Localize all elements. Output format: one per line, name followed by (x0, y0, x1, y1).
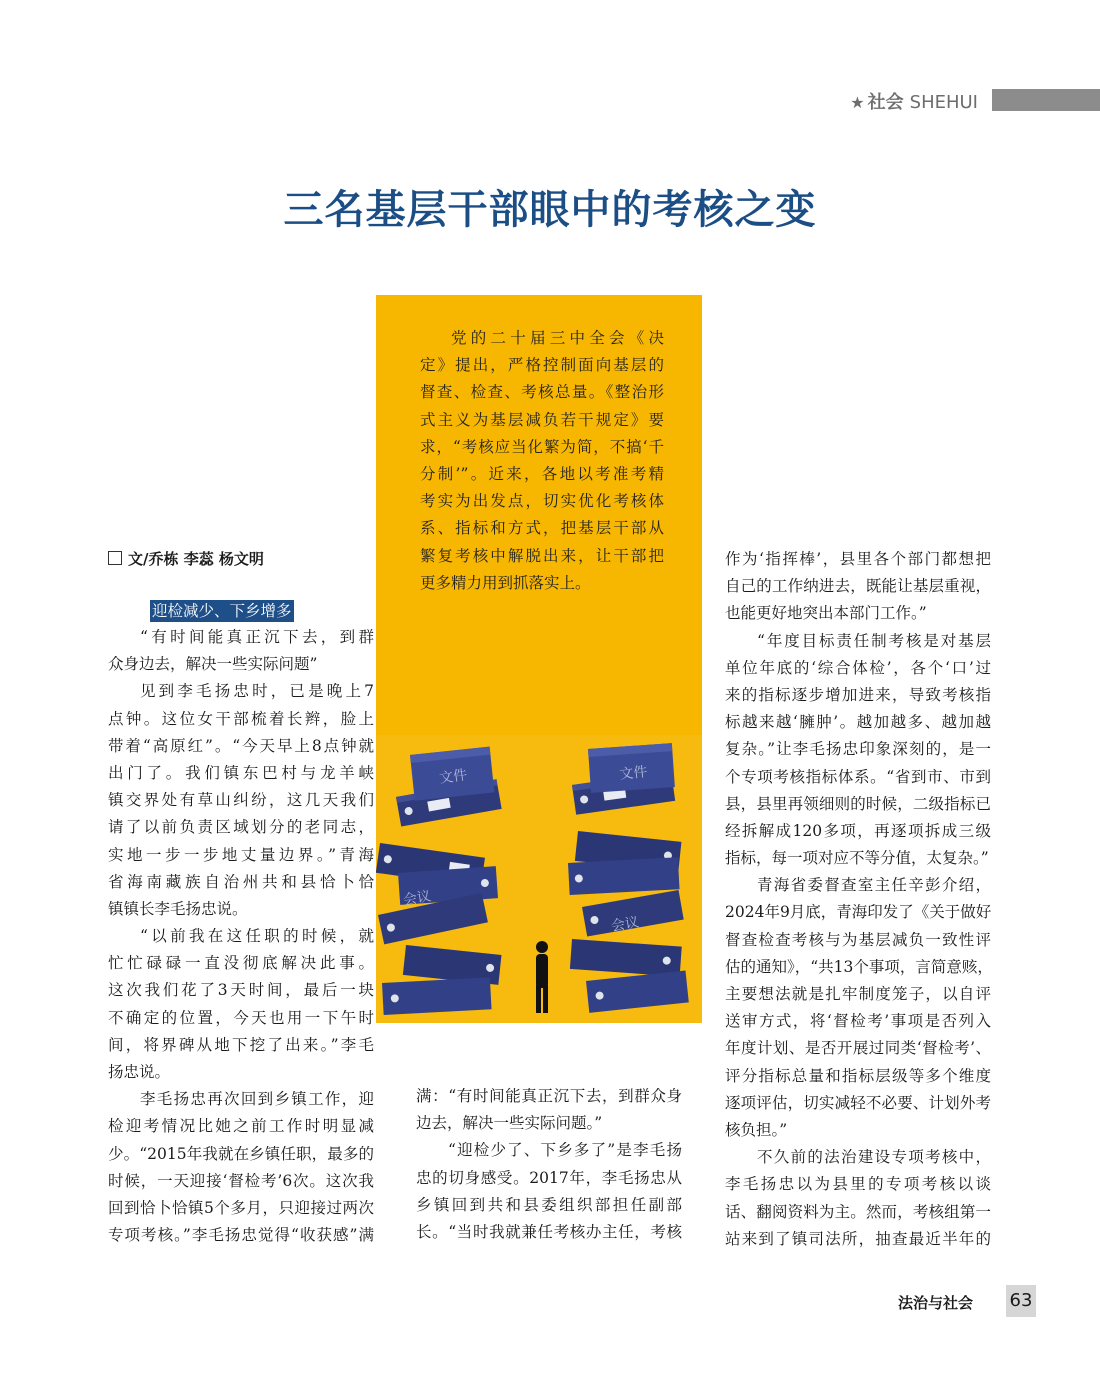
body-line: 少。“2015年我就在乡镇任职，最多的 (108, 1144, 374, 1163)
body-line: 实地一步一步地丈量边界。”青海 (108, 845, 374, 864)
body-line: “年度目标责任制考核是对基层 (757, 631, 991, 650)
page-number: 63 (1006, 1285, 1036, 1317)
lead-line: 分制’”。近来，各地以考准考精 (420, 464, 664, 483)
body-line: “以前我在这任职的时候，就 (140, 927, 374, 946)
body-line: 经拆解成120多项，再逐项拆成三级 (725, 821, 991, 840)
body-line: 主要想法就是扎牢制度笼子，以自评 (725, 985, 991, 1003)
section-subhead: 迎检减少、下乡增多 (152, 602, 292, 620)
body-line: 也能更好地突出本部门工作。” (725, 604, 927, 623)
body-line: “迎检少了、下乡多了”是李毛扬 (448, 1141, 682, 1160)
body-column-1 (108, 624, 374, 1249)
body-line: 标越来越‘臃肿’。越加越多、越加越 (725, 713, 991, 732)
body-line: 复杂。”让李毛扬忠印象深刻的，是一 (725, 740, 991, 759)
body-line: 检迎考情况比她之前工作时明显减 (108, 1117, 374, 1136)
body-line: 督查检查考核与为基层减负一致性评 (725, 930, 991, 949)
lead-line: 督查、检查、考核总量。《整治形 (420, 383, 664, 402)
body-line: 回到恰卜恰镇5个多月，只迎接过两次 (108, 1198, 374, 1217)
star-icon: ★ (850, 93, 865, 112)
body-line: 忙忙碌碌一直没彻底解决此事。 (108, 954, 374, 973)
body-line: 来的指标逐步增加进来，导致考核指 (725, 685, 991, 704)
lead-line: 定》提出，严格控制面向基层的 (420, 356, 664, 375)
body-line: 满：“有时间能真正沉下去，到群众身 (416, 1087, 682, 1105)
folder-label: 会议 (401, 888, 433, 909)
body-line: 指标，每一项对应不等分值，太复杂。” (725, 849, 989, 868)
body-line: 评分指标总量和指标层级等多个维度 (725, 1066, 991, 1085)
body-line: 省海南藏族自治州共和县恰卜恰 (108, 872, 374, 891)
body-line: 边去，解决一些实际问题。” (416, 1114, 603, 1133)
magazine-name: 法治与社会 (898, 1294, 974, 1312)
body-line: 作为‘指挥棒’，县里各个部门都想把 (725, 550, 991, 568)
body-line: 间，将界碑从地下挖了出来。”李毛 (108, 1035, 374, 1054)
body-line: 单位年底的‘综合体检’，各个‘口’过 (725, 658, 991, 677)
body-line: 长。“当时我就兼任考核办主任，考核 (416, 1222, 682, 1241)
body-line: 这次我们花了3天时间，最后一块 (108, 981, 374, 1000)
body-line: 送审方式，将‘督检考’事项是否列入 (725, 1012, 991, 1031)
lead-line: 党的二十届三中全会《决 (451, 329, 664, 347)
body-line: 出门了。我们镇东巴村与龙羊峡 (108, 763, 374, 782)
author-names: 文/乔栋 李蕊 杨文明 (128, 550, 264, 568)
body-line: 不久前的法治建设专项考核中， (757, 1148, 991, 1167)
body-line: 县，县里再领细则的时候，二级指标已 (725, 794, 991, 813)
body-column-3 (725, 546, 991, 1253)
body-line: 个专项考核指标体系。“省到市、市到 (725, 767, 991, 786)
author-line (108, 548, 264, 569)
body-line: 年度计划、是否开展过同类‘督检考’、 (725, 1039, 991, 1058)
article-title: 三名基层干部眼中的考核之变 (283, 187, 817, 233)
body-line: 话、翻阅资料为主。然而，考核组第一 (725, 1202, 991, 1221)
body-line: 请了以前负责区域划分的老同志， (108, 818, 374, 837)
body-line: 时候，一天迎接‘督检考’6次。这次我 (108, 1171, 374, 1190)
lead-line: 系、指标和方式，把基层干部从 (420, 519, 664, 538)
body-line: 众身边去，解决一些实际问题” (108, 655, 318, 674)
section-bar (992, 89, 1100, 111)
body-line: 自己的工作纳进去，既能让基层重视， (725, 577, 991, 596)
body-line: 站来到了镇司法所，抽查最近半年的 (725, 1229, 991, 1248)
body-line: 李毛扬忠再次回到乡镇工作，迎 (140, 1090, 374, 1109)
section-name-en: SHEHUI (909, 92, 978, 113)
lead-text (420, 325, 664, 597)
body-line: 见到李毛扬忠时，已是晚上7 (140, 682, 374, 701)
lead-line: 式主义为基层减负若干规定》要 (420, 410, 664, 429)
body-line: 不确定的位置，今天也用一下午时 (108, 1008, 374, 1027)
body-line: 扬忠说。 (108, 1063, 171, 1081)
body-line: 带着“高原红”。“今天早上8点钟就 (108, 736, 374, 755)
folder-label: 文件 (618, 764, 649, 783)
body-line: 镇交界处有草山纠纷，这几天我们 (108, 791, 374, 810)
body-line: 专项考核。”李毛扬忠觉得“收获感”满 (108, 1226, 374, 1245)
lead-line: 考实为出发点，切实优化考核体 (420, 492, 664, 511)
body-line: 核负担。” (725, 1120, 788, 1139)
folder-label: 会议 (609, 914, 641, 935)
body-line: 镇镇长李毛扬忠说。 (108, 899, 248, 918)
body-line: 点钟。这位女干部梳着长辫，脸上 (108, 709, 374, 728)
body-line: 忠的切身感受。2017年，李毛扬忠从 (416, 1168, 682, 1187)
body-line: 估的通知》，“共13个事项，言简意赅， (725, 957, 993, 976)
lead-line: 更多精力用到抓落实上。 (420, 573, 591, 592)
folder-label: 文件 (438, 767, 469, 787)
body-line: “有时间能真正沉下去，到群 (140, 628, 374, 646)
folders-illustration (376, 735, 702, 1023)
square-icon (108, 551, 122, 565)
body-line: 青海省委督查室主任辛彭介绍， (757, 876, 991, 895)
body-column-2 (416, 1083, 682, 1246)
section-name-cn: 社会 (867, 92, 904, 113)
lead-line: 求，“考核应当化繁为简，不搞‘千 (420, 437, 664, 456)
lead-line: 繁复考核中解脱出来，让干部把 (420, 546, 664, 565)
section-label (850, 88, 978, 114)
body-line: 李毛扬忠以为县里的专项考核以谈 (725, 1175, 991, 1194)
body-line: 乡镇回到共和县委组织部担任副部 (416, 1195, 682, 1214)
body-line: 2024年9月底，青海印发了《关于做好 (725, 903, 992, 922)
body-line: 逐项评估，切实减轻不必要、计划外考 (725, 1093, 991, 1112)
